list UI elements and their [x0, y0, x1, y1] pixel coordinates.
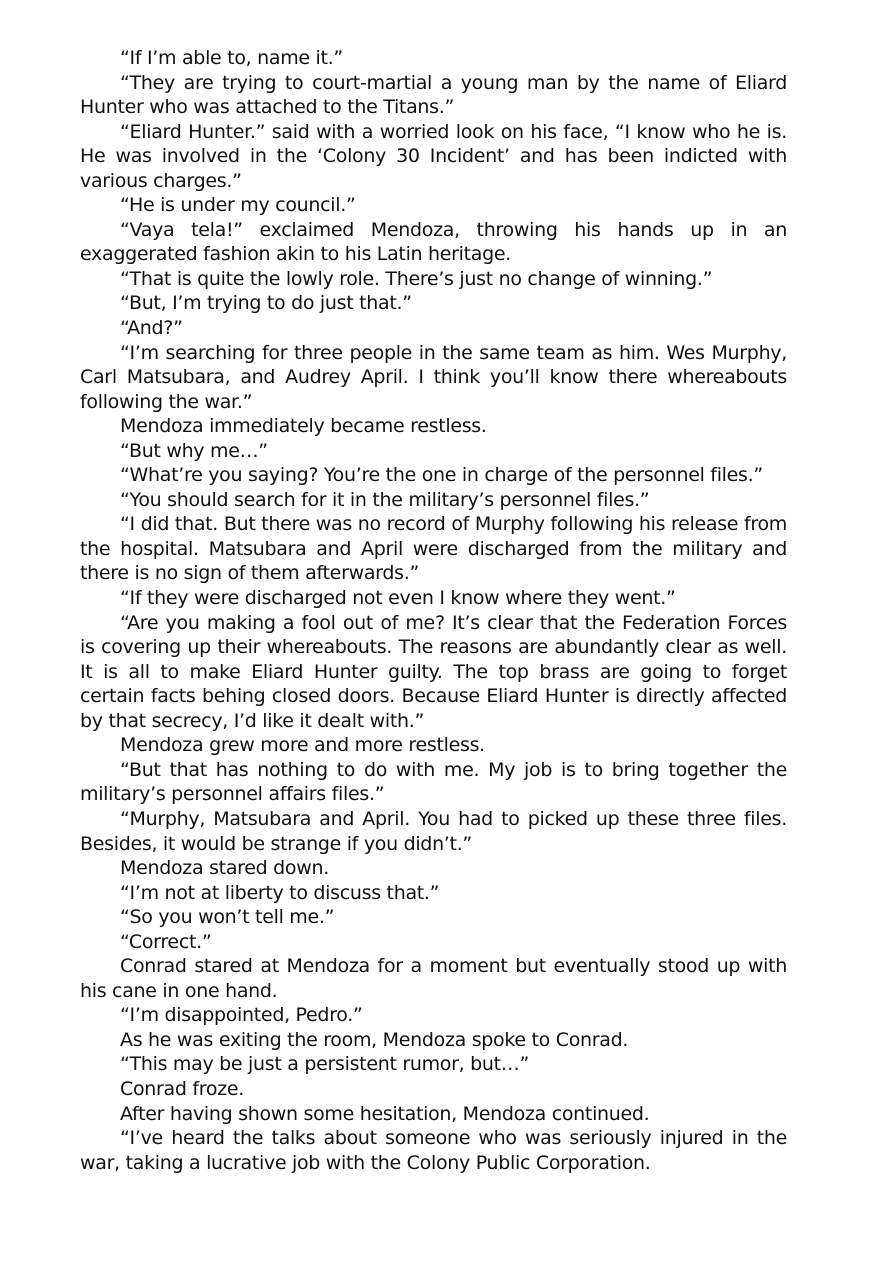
paragraph: “Eliard Hunter.” said with a worried look on his face, “I know who he is. He was involved in the ‘Colony 30 Incident’ and has been indicted with various charges.”	[80, 120, 787, 192]
paragraph: “But why me…”	[120, 439, 268, 462]
paragraph: As he was exiting the room, Mendoza spoke to Conrad.	[120, 1028, 629, 1051]
paragraph: “I’m searching for three people in the same team as him. Wes Murphy, Carl Matsubara, and Audrey April. I think you’ll know there whereabouts following the war.”	[80, 341, 787, 413]
paragraph: After having shown some hesitation, Mendoza continued.	[120, 1102, 650, 1125]
book-page	[80, 46, 787, 1175]
paragraph: Mendoza immediately became restless.	[120, 415, 487, 438]
paragraph: “What’re you saying? You’re the one in charge of the personnel files.”	[120, 464, 763, 487]
paragraph: “I did that. But there was no record of Murphy following his release from the hospital. Matsubara and April were discharged from the military and there is no sign of them afterwards.”	[80, 513, 787, 585]
paragraph: “So you won’t tell me.”	[120, 906, 335, 929]
paragraph: Conrad froze.	[120, 1077, 244, 1100]
paragraph: “I’m not at liberty to discuss that.”	[120, 881, 440, 904]
paragraph: “This may be just a persistent rumor, but…”	[120, 1053, 530, 1076]
paragraph: “Are you making a fool out of me? It’s clear that the Federation Forces is covering up their whereabouts. The reasons are abundantly clear as well. It is all to make Eliard Hunter guilty. The top brass are going to forget certain facts behing closed doors. Because Eliard Hunter is directly affected by that secrecy, I’d like it dealt with.”	[80, 611, 787, 732]
paragraph: “I’m disappointed, Pedro.”	[120, 1004, 363, 1027]
paragraph: “Murphy, Matsubara and April. You had to picked up these three files. Besides, it would be strange if you didn’t.”	[80, 807, 787, 855]
paragraph: “If I’m able to, name it.”	[120, 47, 343, 69]
paragraph: “They are trying to court-martial a young man by the name of Eliard Hunter who was attached to the Titans.”	[80, 71, 787, 119]
paragraph: “If they were discharged not even I know where they went.”	[120, 587, 676, 610]
paragraph: “I’ve heard the talks about someone who was seriously injured in the war, taking a lucrative job with the Colony Public Corporation.	[80, 1127, 787, 1174]
paragraph: “He is under my council.”	[120, 194, 356, 217]
paragraph: Mendoza grew more and more restless.	[120, 734, 485, 757]
paragraph: “You should search for it in the military’s personnel files.”	[120, 488, 650, 511]
paragraph: Mendoza stared down.	[120, 857, 329, 880]
paragraph: Conrad stared at Mendoza for a moment but eventually stood up with his cane in one hand.	[80, 955, 787, 1002]
paragraph: “That is quite the lowly role. There’s just no change of winning.”	[120, 267, 713, 290]
paragraph: “Vaya tela!” exclaimed Mendoza, throwing his hands up in an exaggerated fashion akin to his Latin heritage.	[80, 218, 787, 266]
paragraph: “Correct.”	[120, 930, 212, 953]
paragraph: “But that has nothing to do with me. My job is to bring together the military’s personnel affairs files.”	[80, 758, 787, 806]
paragraph: “But, I’m trying to do just that.”	[120, 292, 412, 315]
paragraph: “And?”	[120, 317, 183, 340]
